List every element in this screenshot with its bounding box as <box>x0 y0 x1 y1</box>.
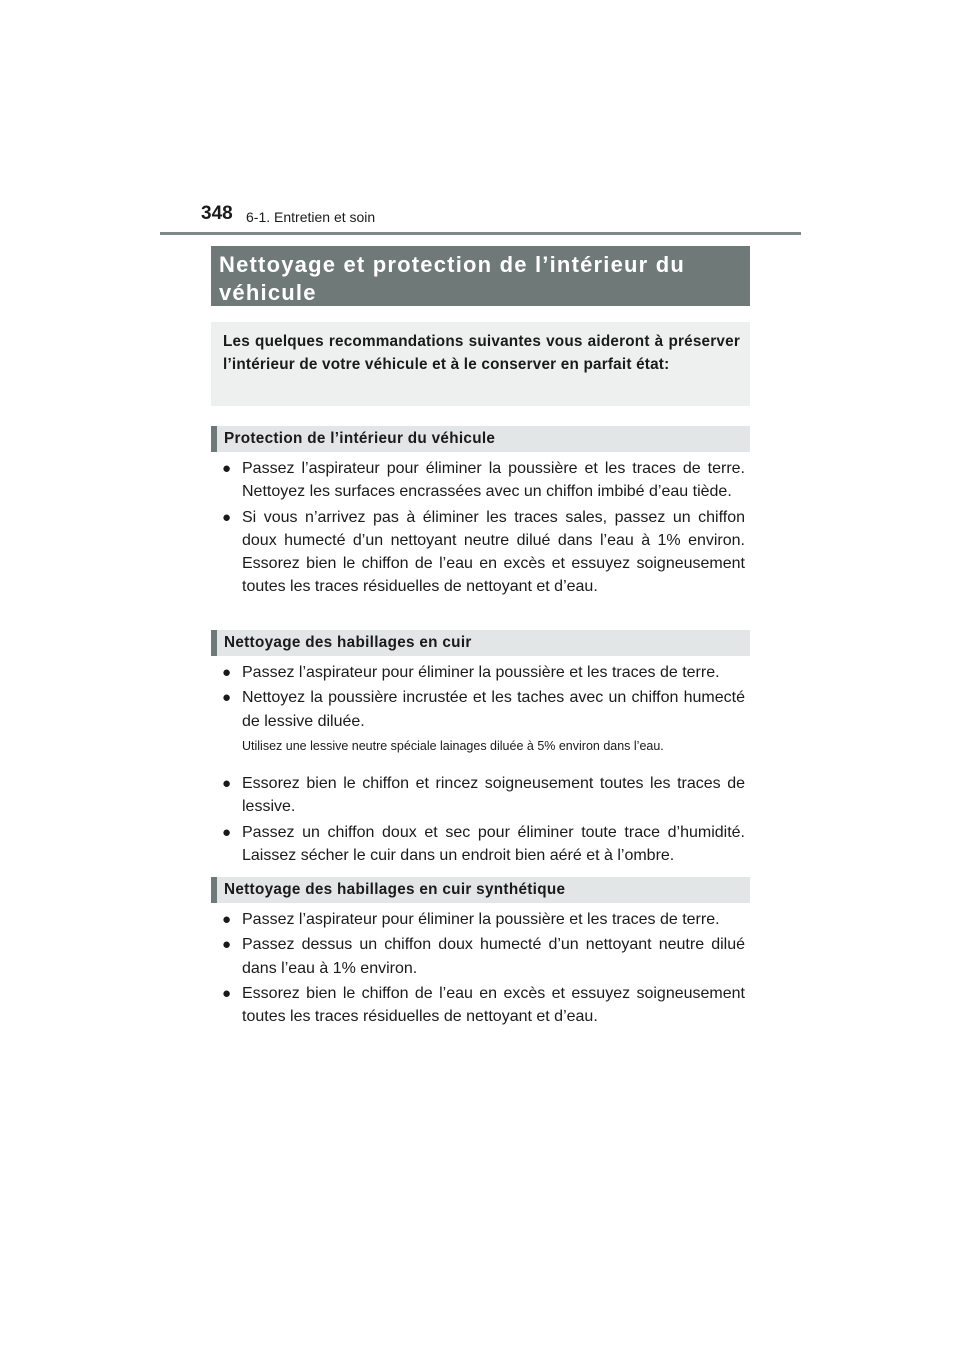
bullet-icon: ● <box>222 460 232 477</box>
bullet-icon: ● <box>222 984 232 1002</box>
leather-note: Utilisez une lessive neutre spéciale lainages diluée à 5% environ dans l’eau. <box>242 739 664 753</box>
list-item-text: Nettoyez la poussière incrustée et les taches avec un chiffon humecté de lessive diluée. <box>242 689 745 730</box>
list-item <box>222 908 745 931</box>
bullet-icon: ● <box>222 823 232 841</box>
bullet-icon: ● <box>222 775 232 792</box>
bullet-icon: ● <box>222 508 232 526</box>
section-heading-synthetic-leather: Nettoyage des habillages en cuir synthétique <box>211 877 750 903</box>
list-item-text: Passez l’aspirateur pour éliminer la poussière et les traces de terre. <box>242 664 720 681</box>
chapter-label: 6-1. Entretien et soin <box>246 209 376 225</box>
page-number: 348 <box>201 203 233 224</box>
section-heading-leather: Nettoyage des habillages en cuir <box>211 630 750 656</box>
section-heading-protection: Protection de l’intérieur du véhicule <box>211 426 750 452</box>
bullet-list-protection <box>222 457 745 601</box>
list-item-text: Passez l’aspirateur pour éliminer la poussière et les traces de terre. Nettoyez les surfaces encrassées avec un chiffon imbibé d’eau tiède. <box>242 460 745 501</box>
bullet-list-leather-a <box>222 661 745 735</box>
list-item-text: Essorez bien le chiffon de l’eau en excès et essuyez soigneusement toutes les traces résiduelles de nettoyant et d’eau. <box>242 984 745 1026</box>
bullet-icon: ● <box>222 689 232 707</box>
list-item-text: Si vous n’arrivez pas à éliminer les traces sales, passez un chiffon doux humecté d’un nettoyant neutre dilué dans l’eau à 1% environ. Essorez bien le chiffon de l’eau en excès et essuyez soigneusement toutes les traces résiduelles de nettoyant et d’eau. <box>242 508 745 596</box>
list-item-text: Passez l’aspirateur pour éliminer la poussière et les traces de terre. <box>242 911 720 928</box>
list-item <box>222 661 745 684</box>
list-item <box>222 821 745 868</box>
list-item-text: Essorez bien le chiffon et rincez soigneusement toutes les traces de lessive. <box>242 775 745 816</box>
bullet-icon: ● <box>222 664 232 681</box>
list-item-text: Passez un chiffon doux et sec pour éliminer toute trace d’humidité. Laissez sécher le cuir dans un endroit bien aéré et à l’ombre. <box>242 823 745 864</box>
bullet-icon: ● <box>222 936 232 954</box>
title-banner <box>211 246 750 306</box>
list-item <box>222 457 745 504</box>
list-item <box>222 982 745 1029</box>
bullet-list-synthetic-leather <box>222 908 745 1030</box>
page-title: Nettoyage et protection de l’intérieur du véhicule <box>219 252 686 305</box>
list-item <box>222 933 745 980</box>
list-item <box>222 506 745 599</box>
list-item <box>222 772 745 819</box>
intro-box: Les quelques recommandations suivantes vous aideront à préserver l’intérieur de votre véhicule et à le conserver en parfait état: <box>211 322 750 406</box>
header-rule <box>160 232 801 235</box>
bullet-icon: ● <box>222 911 232 928</box>
list-item-text: Passez dessus un chiffon doux humecté d’un nettoyant neutre dilué dans l’eau à 1% environ. <box>242 936 745 977</box>
list-item <box>222 686 745 733</box>
bullet-list-leather-b <box>222 772 745 869</box>
